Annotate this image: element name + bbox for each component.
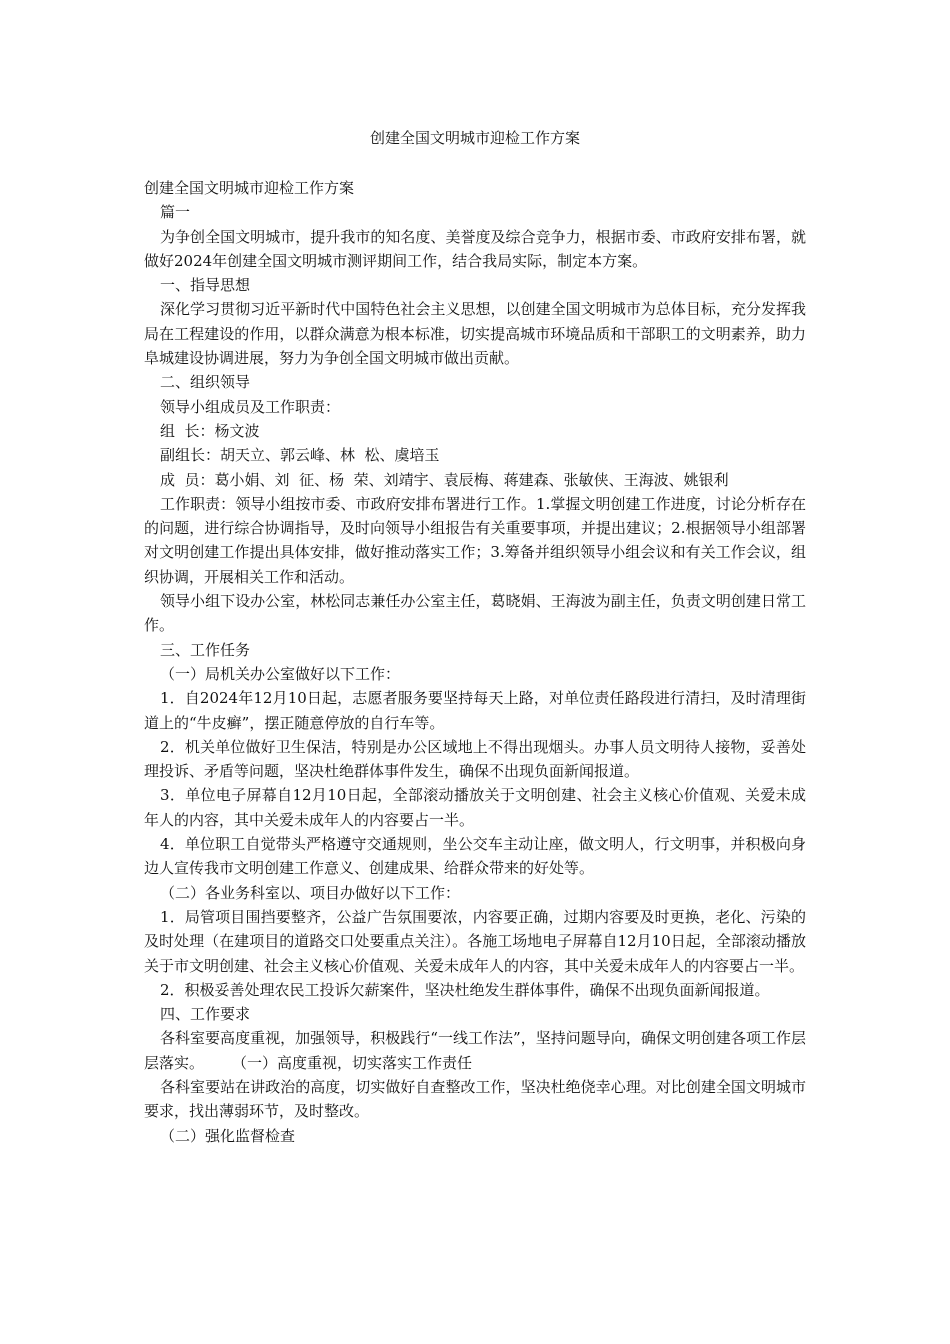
section-4-sub-2-heading: （二）强化监督检查 bbox=[160, 1126, 296, 1145]
section-3-sub-1-heading: （一）局机关办公室做好以下工作： bbox=[160, 664, 401, 683]
duties-paragraph: 工作职责：领导小组按市委、市政府安排布署进行工作。1.掌握文明创建工作进度，讨论分析存在的问题，进行综合协调指导，及时向领导小组报告有关重要事项，并提出建议；2.根据领导小组部署对文明创建工作提出具体安排，做好推动落实工作；3.筹备并组织领导小组会议和有关工作会议，组织协调，开展相关工作和活动。 bbox=[144, 494, 806, 586]
deputy-line: 副组长：胡天立、郭云峰、林 松、虞培玉 bbox=[160, 446, 440, 465]
list-item: 1．局管项目围挡要整齐，公益广告氛围要浓，内容要正确，过期内容要及时更换，老化、污染的及时处理（在建项目的道路交口处要重点关注）。各施工场地电子屏幕自12月10日起，全部滚动播放关于市文明创建、社会主义核心价值观、关爱未成年人的内容，其中关爱未成年人的内容要占一半。 bbox=[144, 907, 806, 975]
section-4-heading: 四、工作要求 bbox=[160, 1005, 251, 1024]
section-4-sub-1-heading: （一）高度重视，切实落实工作责任 bbox=[232, 1053, 473, 1072]
document-title: 创建全国文明城市迎检工作方案 bbox=[369, 129, 580, 147]
list-item: 1．自2024年12月10日起，志愿者服务要坚持每天上路，对单位责任路段进行清扫，及时清理街道上的“牛皮癣”，摆正随意停放的自行车等。 bbox=[144, 689, 806, 732]
subtitle: 创建全国文明城市迎检工作方案 bbox=[144, 179, 355, 197]
part-label: 篇一 bbox=[160, 203, 191, 222]
document-body bbox=[144, 176, 806, 1148]
section-1-heading: 一、指导思想 bbox=[160, 276, 251, 295]
section-3-heading: 三、工作任务 bbox=[160, 640, 251, 659]
list-item: 3．单位电子屏幕自12月10日起，全部滚动播放关于文明创建、社会主义核心价值观、关爱未成年人的内容，其中关爱未成年人的内容要占一半。 bbox=[144, 786, 806, 829]
office-paragraph: 领导小组下设办公室，林松同志兼任办公室主任，葛晓娟、王海波为副主任，负责文明创建日常工作。 bbox=[144, 592, 806, 635]
intro-paragraph: 为争创全国文明城市，提升我市的知名度、美誉度及综合竞争力，根据市委、市政府安排布署，就做好2024年创建全国文明城市测评期间工作，结合我局实际，制定本方案。 bbox=[144, 227, 806, 270]
leader-line: 组 长：杨文波 bbox=[160, 421, 260, 440]
members-line: 成 员：葛小娟、刘 征、杨 荣、刘靖宇、袁辰梅、蒋建森、张敏侠、王海波、姚银利 bbox=[160, 470, 729, 489]
list-item: 2．积极妥善处理农民工投诉欠薪案件，坚决杜绝发生群体事件，确保不出现负面新闻报道。 bbox=[160, 980, 770, 999]
section-2-heading: 二、组织领导 bbox=[160, 373, 251, 392]
section-1-text: 深化学习贯彻习近平新时代中国特色社会主义思想，以创建全国文明城市为总体目标，充分发挥我局在工程建设的作用，以群众满意为根本标准，切实提高城市环境品质和干部职工的文明素养，助力阜城建设协调进展，努力为争创全国文明城市做出贡献。 bbox=[144, 300, 806, 368]
list-item: 4．单位职工自觉带头严格遵守交通规则，坐公交车主动让座，做文明人，行文明事，并积极向身边人宣传我市文明创建工作意义、创建成果、给群众带来的好处等。 bbox=[144, 835, 806, 878]
list-item: 2．机关单位做好卫生保洁，特别是办公区域地上不得出现烟头。办事人员文明待人接物，妥善处理投诉、矛盾等问题，坚决杜绝群体事件发生，确保不出现负面新闻报道。 bbox=[144, 737, 806, 781]
members-title: 领导小组成员及工作职责： bbox=[160, 397, 341, 416]
section-4-text: 各科室要高度重视，加强领导，积极践行“一线工作法”，坚持问题导向，确保文明创建各项工作层层落实。 bbox=[144, 1029, 806, 1072]
section-4-sub-1-text: 各科室要站在讲政治的高度，切实做好自查整改工作，坚决杜绝侥幸心理。对比创建全国文明城市要求，找出薄弱环节，及时整改。 bbox=[144, 1077, 806, 1121]
section-3-sub-2-heading: （二）各业务科室以、项目办做好以下工作： bbox=[160, 883, 461, 902]
section-4-paragraph bbox=[144, 1026, 806, 1075]
